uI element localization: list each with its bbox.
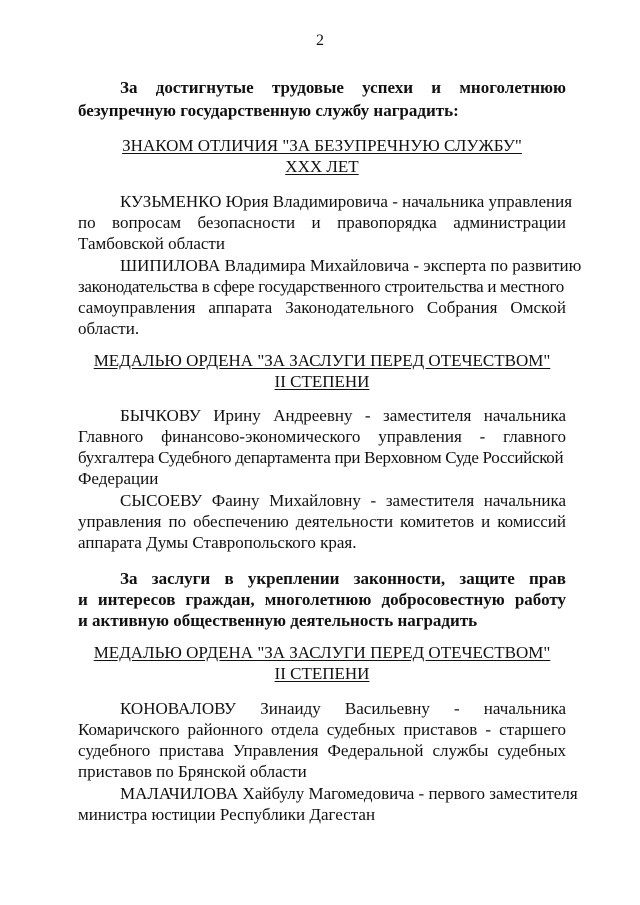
award-3-subtitle: II СТЕПЕНИ [274,664,370,683]
person-konovalova-line-1: КОНОВАЛОВУ Зинаиду Васильевну - начальника [120,699,566,718]
person-kuzmenko-line-2: по вопросам безопасности и правопорядка администрации [78,213,566,232]
person-shipilov-line-4: области. [78,319,140,338]
award-2-subtitle: II СТЕПЕНИ [274,372,370,391]
intro-2-line-3: и активную общественную деятельность наградить [78,611,478,630]
person-shipilov-line-3: самоуправления аппарата Законодательного Собрания Омской [78,298,566,317]
intro-2-line-2: и интересов граждан, многолетнюю добросовестную работу [78,590,566,609]
person-kuzmenko-line-3: Тамбовской области [78,234,225,253]
person-konovalova-line-4: приставов по Брянской области [78,762,307,781]
person-sysoeva-line-2: управления по обеспечению деятельности комитетов и комиссий [78,512,566,531]
person-malachilov-line-1: МАЛАЧИЛОВА Хайбулу Магомедовича - первого заместителя [120,784,578,803]
person-sysoeva-line-1: СЫСОЕВУ Фаину Михайловну - заместителя начальника [120,491,566,510]
page-number: 2 [316,32,324,49]
award-2-title: МЕДАЛЬЮ ОРДЕНА "ЗА ЗАСЛУГИ ПЕРЕД ОТЕЧЕСТВОМ" [93,351,551,370]
award-1-subtitle: XXX ЛЕТ [285,157,359,176]
person-kuzmenko-line-1: КУЗЬМЕНКО Юрия Владимировича - начальника управления [120,192,573,211]
award-3-title: МЕДАЛЬЮ ОРДЕНА "ЗА ЗАСЛУГИ ПЕРЕД ОТЕЧЕСТВОМ" [93,643,551,662]
person-bychkova-line-1: БЫЧКОВУ Ирину Андреевну - заместителя начальника [120,406,566,425]
person-konovalova-line-2: Комаричского районного отдела судебных приставов - старшего [78,720,566,739]
person-shipilov-line-1: ШИПИЛОВА Владимира Михайловича - эксперта по развитию [120,256,582,275]
intro-2-line-1: За заслуги в укреплении законности, защите прав [120,569,566,588]
person-sysoeva-line-3: аппарата Думы Ставропольского края. [78,533,357,552]
person-bychkova-line-3: бухгалтера Судебного департамента при Верховном Суде Российской [78,448,564,467]
person-malachilov-line-2: министра юстиции Республики Дагестан [78,805,376,824]
award-1-title: ЗНАКОМ ОТЛИЧИЯ "ЗА БЕЗУПРЕЧНУЮ СЛУЖБУ" [122,136,522,155]
person-shipilov-line-2: законодательства в сфере государственного строительства и местного [78,277,565,296]
intro-1-line-1: За достигнутые трудовые успехи и многолетнюю [120,78,566,97]
intro-1-line-2: безупречную государственную службу наградить: [78,101,459,120]
person-bychkova-line-2: Главного финансово-экономического управления - главного [78,427,566,446]
person-konovalova-line-3: судебного пристава Управления Федеральной службы судебных [78,741,566,760]
person-bychkova-line-4: Федерации [78,469,159,488]
